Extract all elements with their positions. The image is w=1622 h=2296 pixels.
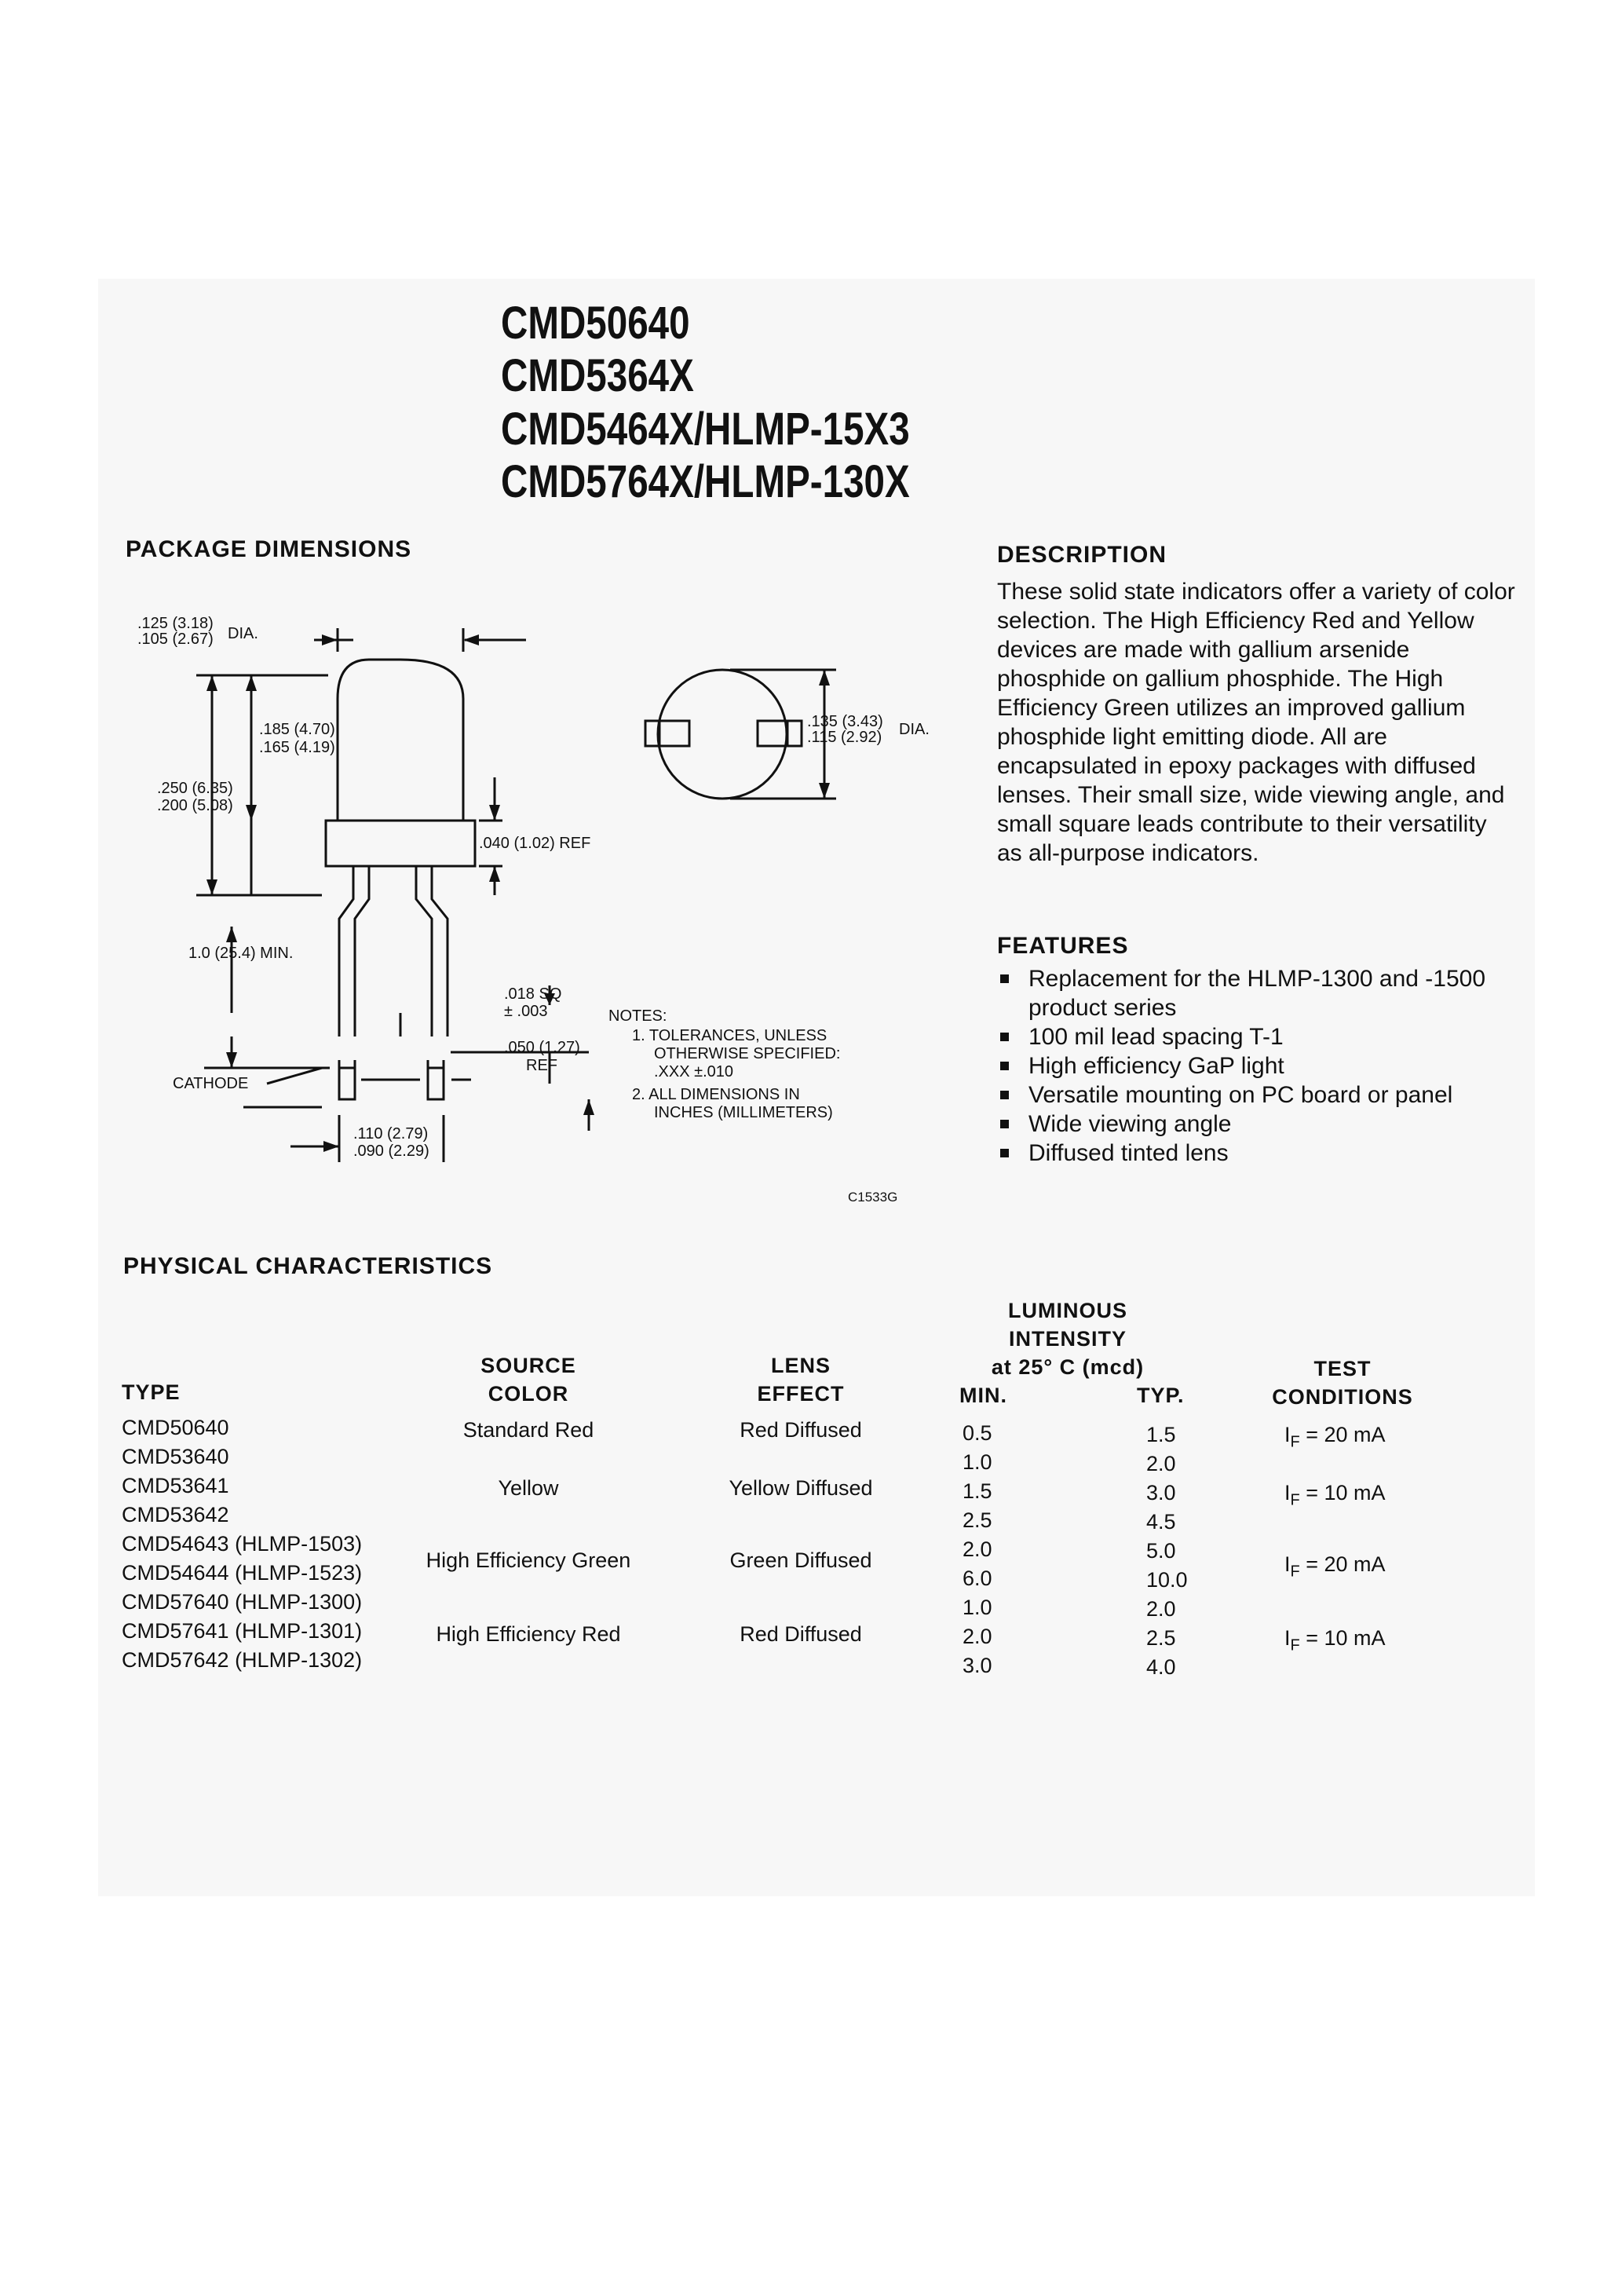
title-part-number: CMD5764X/HLMP-130X bbox=[501, 456, 910, 507]
min-cell: 2.0 bbox=[963, 1625, 992, 1648]
bullet-icon bbox=[1000, 1091, 1009, 1099]
source-color-cell: Yellow bbox=[498, 1476, 559, 1500]
type-cell: CMD53642 bbox=[122, 1503, 229, 1526]
source-color-cell: High Efficiency Red bbox=[436, 1622, 621, 1646]
features-heading: FEATURES bbox=[997, 933, 1129, 959]
features-list bbox=[997, 964, 1507, 1168]
svg-text:NOTES:: NOTES: bbox=[608, 1007, 667, 1025]
package-dimensions-drawing bbox=[126, 597, 942, 1225]
test-condition-cell: $I_F = 20$ mA bbox=[1284, 1552, 1386, 1581]
min-cell: 1.0 bbox=[963, 1450, 992, 1474]
lens-effect-cell: Red Diffused bbox=[740, 1622, 862, 1646]
bullet-icon bbox=[1000, 974, 1009, 983]
svg-text:DIA.: DIA. bbox=[899, 721, 930, 738]
typ-cell: 2.0 bbox=[1146, 1452, 1176, 1475]
svg-text:.018 SQ: .018 SQ bbox=[504, 985, 562, 1003]
typ-cell: 4.5 bbox=[1146, 1510, 1176, 1534]
feature-item: Diffused tinted lens bbox=[997, 1139, 1507, 1168]
min-cell: 2.0 bbox=[963, 1537, 992, 1561]
svg-text:.090 (2.29): .090 (2.29) bbox=[353, 1143, 429, 1160]
svg-text:± .003: ± .003 bbox=[504, 1003, 548, 1020]
lens-effect-cell: Red Diffused bbox=[740, 1418, 862, 1442]
svg-text:.200 (5.08): .200 (5.08) bbox=[157, 797, 233, 814]
header-lum-1: LUMINOUS bbox=[1008, 1299, 1127, 1322]
description-heading: DESCRIPTION bbox=[997, 542, 1167, 568]
bullet-icon bbox=[1000, 1149, 1009, 1157]
source-color-cell: High Efficiency Green bbox=[426, 1548, 631, 1572]
header-source-2: COLOR bbox=[488, 1382, 569, 1406]
bullet-icon bbox=[1000, 1120, 1009, 1128]
lead-right-outer bbox=[432, 866, 448, 1036]
typ-cell: 3.0 bbox=[1146, 1481, 1176, 1504]
min-cell: 2.5 bbox=[963, 1508, 992, 1532]
svg-text:.040 (1.02) REF: .040 (1.02) REF bbox=[479, 835, 591, 852]
svg-text:.185 (4.70): .185 (4.70) bbox=[259, 721, 335, 738]
led-flange bbox=[326, 821, 475, 866]
typ-cell: 4.0 bbox=[1146, 1655, 1176, 1679]
bullet-icon bbox=[1000, 1033, 1009, 1041]
lens-effect-cell: Green Diffused bbox=[729, 1548, 872, 1572]
type-cell: CMD57640 (HLMP-1300) bbox=[122, 1590, 363, 1614]
description-text: These solid state indicators offer a variety of color selection. The High Efficiency Red and Yellow devices are made with gallium arsenide phosphide on gallium phosphide. The High Efficiency Green utilizes an improved gallium phosphide light emitting diode. All are encapsulated in epoxy packages with diffused lenses. Their small size, wide viewing angle, and small square leads contribute to their versatility as all-purpose indicators. bbox=[997, 579, 1515, 866]
type-cell: CMD54643 (HLMP-1503) bbox=[122, 1532, 363, 1556]
bullet-icon bbox=[1000, 1062, 1009, 1070]
title-part-number: CMD5364X bbox=[501, 350, 694, 401]
min-cell: 1.0 bbox=[963, 1596, 992, 1619]
feature-item: 100 mil lead spacing T-1 bbox=[997, 1022, 1507, 1051]
header-lens-2: EFFECT bbox=[757, 1382, 845, 1406]
svg-text:OTHERWISE SPECIFIED:: OTHERWISE SPECIFIED: bbox=[654, 1045, 841, 1062]
svg-text:.XXX ±.010: .XXX ±.010 bbox=[654, 1063, 734, 1080]
lens-effect-cell: Yellow Diffused bbox=[729, 1476, 873, 1500]
header-typ: TYP. bbox=[1137, 1384, 1185, 1407]
header-test-1: TEST bbox=[1313, 1357, 1372, 1380]
header-lens-1: LENS bbox=[770, 1354, 831, 1377]
svg-text:REF: REF bbox=[526, 1057, 557, 1074]
svg-text:.110 (2.79): .110 (2.79) bbox=[353, 1125, 429, 1143]
min-cell: 6.0 bbox=[963, 1567, 992, 1590]
header-source-1: SOURCE bbox=[480, 1354, 576, 1377]
typ-cell: 2.0 bbox=[1146, 1597, 1176, 1621]
svg-text:.250 (6.35): .250 (6.35) bbox=[157, 780, 233, 797]
lead-left-outer bbox=[339, 866, 353, 1036]
svg-text:CATHODE: CATHODE bbox=[173, 1075, 249, 1092]
svg-text:.125 (3.18): .125 (3.18) bbox=[137, 615, 214, 632]
test-condition-cell: $I_F = 20$ mA bbox=[1284, 1423, 1386, 1451]
svg-text:.050 (1.27): .050 (1.27) bbox=[504, 1039, 580, 1056]
typ-cell: 1.5 bbox=[1146, 1423, 1176, 1446]
typ-cell: 5.0 bbox=[1146, 1539, 1176, 1563]
svg-text:1.0 (25.4) MIN.: 1.0 (25.4) MIN. bbox=[188, 945, 294, 962]
header-type: TYPE bbox=[122, 1380, 181, 1404]
svg-text:2. ALL DIMENSIONS IN: 2. ALL DIMENSIONS IN bbox=[632, 1086, 800, 1103]
type-cell: CMD50640 bbox=[122, 1416, 229, 1439]
min-cell: 3.0 bbox=[963, 1654, 992, 1677]
led-dome bbox=[338, 660, 463, 821]
header-min: MIN. bbox=[959, 1384, 1007, 1407]
header-lum-3: at 25° C (mcd) bbox=[991, 1355, 1145, 1379]
title-part-number: CMD50640 bbox=[501, 298, 690, 349]
source-color-cell: Standard Red bbox=[462, 1418, 594, 1442]
min-cell: 0.5 bbox=[963, 1421, 992, 1445]
physical-heading: PHYSICAL CHARACTERISTICS bbox=[123, 1253, 493, 1279]
svg-text:.165 (4.19): .165 (4.19) bbox=[259, 739, 335, 756]
svg-text:DIA.: DIA. bbox=[228, 625, 258, 642]
svg-text:.105 (2.67): .105 (2.67) bbox=[137, 631, 214, 648]
test-condition-cell: $I_F = 10$ mA bbox=[1284, 1626, 1386, 1654]
min-cell: 1.5 bbox=[963, 1479, 992, 1503]
feature-item: Replacement for the HLMP-1300 and -1500 product series bbox=[997, 964, 1507, 1022]
package-dimensions-heading: PACKAGE DIMENSIONS bbox=[126, 536, 412, 562]
test-condition-cell: $I_F = 10$ mA bbox=[1284, 1481, 1386, 1509]
svg-text:C1533G: C1533G bbox=[848, 1190, 898, 1205]
svg-text:INCHES (MILLIMETERS): INCHES (MILLIMETERS) bbox=[654, 1104, 833, 1121]
typ-cell: 10.0 bbox=[1146, 1568, 1188, 1592]
type-cell: CMD53640 bbox=[122, 1445, 229, 1468]
svg-text:.135 (3.43): .135 (3.43) bbox=[807, 713, 883, 730]
type-cell: CMD54644 (HLMP-1523) bbox=[122, 1561, 363, 1585]
feature-item: Versatile mounting on PC board or panel bbox=[997, 1080, 1507, 1110]
svg-text:1. TOLERANCES, UNLESS: 1. TOLERANCES, UNLESS bbox=[632, 1027, 827, 1044]
typ-cell: 2.5 bbox=[1146, 1626, 1176, 1650]
title-part-number: CMD5464X/HLMP-15X3 bbox=[501, 404, 910, 455]
type-cell: CMD53641 bbox=[122, 1474, 229, 1497]
feature-item: High efficiency GaP light bbox=[997, 1051, 1507, 1080]
svg-text:.115 (2.92): .115 (2.92) bbox=[807, 729, 882, 746]
type-cell: CMD57642 (HLMP-1302) bbox=[122, 1648, 363, 1672]
header-lum-2: INTENSITY bbox=[1008, 1327, 1127, 1351]
feature-item: Wide viewing angle bbox=[997, 1110, 1507, 1139]
header-test-2: CONDITIONS bbox=[1272, 1385, 1413, 1409]
type-cell: CMD57641 (HLMP-1301) bbox=[122, 1619, 363, 1643]
